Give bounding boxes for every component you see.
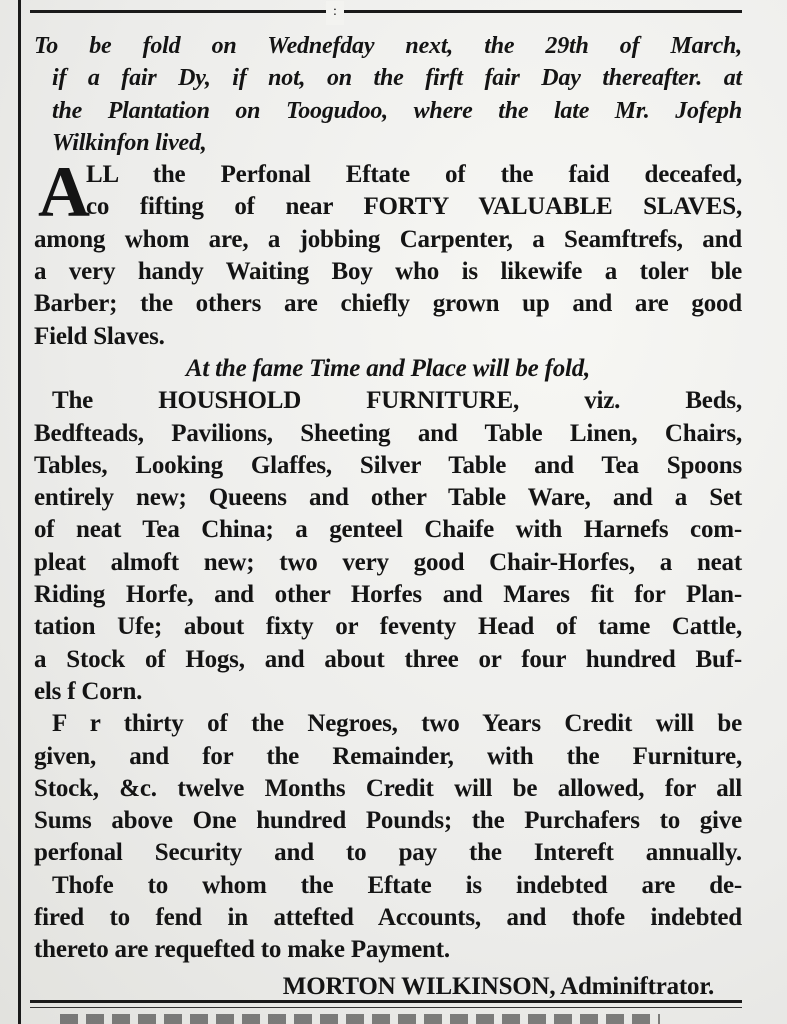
- drop-cap: A: [38, 152, 90, 233]
- furniture-line: els f Corn.: [34, 677, 143, 705]
- furniture-line: Bedfteads, Pavilions, Sheeting and Table Linen, Chairs,: [34, 419, 742, 447]
- intro-line: Wilkinfon lived,: [52, 129, 207, 156]
- sale-notice-heading: [34, 30, 742, 159]
- credit-line: F r thirty of the Negroes, two Years Credit will be: [52, 710, 742, 738]
- credit-line: perfonal Security and to pay the Intereft annually.: [34, 839, 742, 867]
- credit-paragraph: [34, 708, 742, 869]
- intro-line: To be fold on Wednefday next, the 29th of March,: [34, 33, 742, 59]
- credit-line: Sums above One hundred Pounds; the Purchafers to give: [34, 807, 742, 835]
- furniture-line: entirely new; Queens and other Table Ware, and a Set: [34, 484, 742, 512]
- furniture-line: Riding Horfe, and other Horfes and Mares fit for Plan-: [34, 581, 742, 609]
- indebted-line: fired to fend in attefted Accounts, and thofe indebted: [34, 904, 742, 932]
- furniture-line: pleat almoft new; two very good Chair-Horfes, a neat: [34, 548, 742, 576]
- intro-line: if a fair Dy, if not, on the firft fair Day thereafter. at: [52, 65, 742, 92]
- body-line: co fifting of near FORTY VALUABLE SLAVES,: [86, 193, 742, 221]
- body-line: Barber; the others are chiefly grown up and are good: [34, 290, 742, 318]
- cut-off-next-line: [60, 1014, 660, 1024]
- body-line: Field Slaves.: [34, 322, 165, 350]
- body-line: among whom are, a jobbing Carpenter, a Seamftrefs, and: [34, 225, 742, 253]
- furniture-line: tation Ufe; about fixty or feventy Head of tame Cattle,: [34, 613, 742, 641]
- advertisement: [34, 30, 742, 1003]
- bottom-divider-rule: [30, 1000, 742, 1003]
- furniture-line: The HOUSHOLD FURNITURE, viz. Beds,: [52, 387, 742, 415]
- bottom-divider-rule-thin: [30, 1007, 742, 1008]
- signature: MORTON WILKINSON, Adminiftrator.: [282, 972, 714, 1000]
- furniture-paragraph: [34, 385, 742, 708]
- credit-line: Stock, &c. twelve Months Credit will be allowed, for all: [34, 774, 742, 802]
- divider-ornament: :: [326, 1, 344, 25]
- indebted-line: thereto are requefted to make Payment.: [34, 936, 450, 964]
- intro-line: the Plantation on Toogudoo, where the late Mr. Jofeph: [52, 97, 742, 124]
- body-line: LL the Perfonal Eftate of the faid deceafed,: [86, 161, 742, 189]
- column-rule: [18, 0, 21, 1024]
- furniture-line: a Stock of Hogs, and about three or four hundred Buf-: [34, 645, 742, 673]
- top-divider-rule: [30, 10, 742, 13]
- estate-paragraph: [34, 152, 742, 353]
- furniture-line: Tables, Looking Glaffes, Silver Table and Tea Spoons: [34, 451, 742, 479]
- same-time-heading: At the fame Time and Place will be fold,: [185, 354, 591, 382]
- credit-line: given, and for the Remainder, with the Furniture,: [34, 742, 742, 770]
- indebted-paragraph: [34, 870, 742, 967]
- indebted-line: Thofe to whom the Eftate is indebted are de-: [52, 871, 742, 899]
- body-line: a very handy Waiting Boy who is likewife a toler ble: [34, 258, 742, 286]
- furniture-line: of neat Tea China; a genteel Chaife with Harnefs com-: [34, 516, 742, 544]
